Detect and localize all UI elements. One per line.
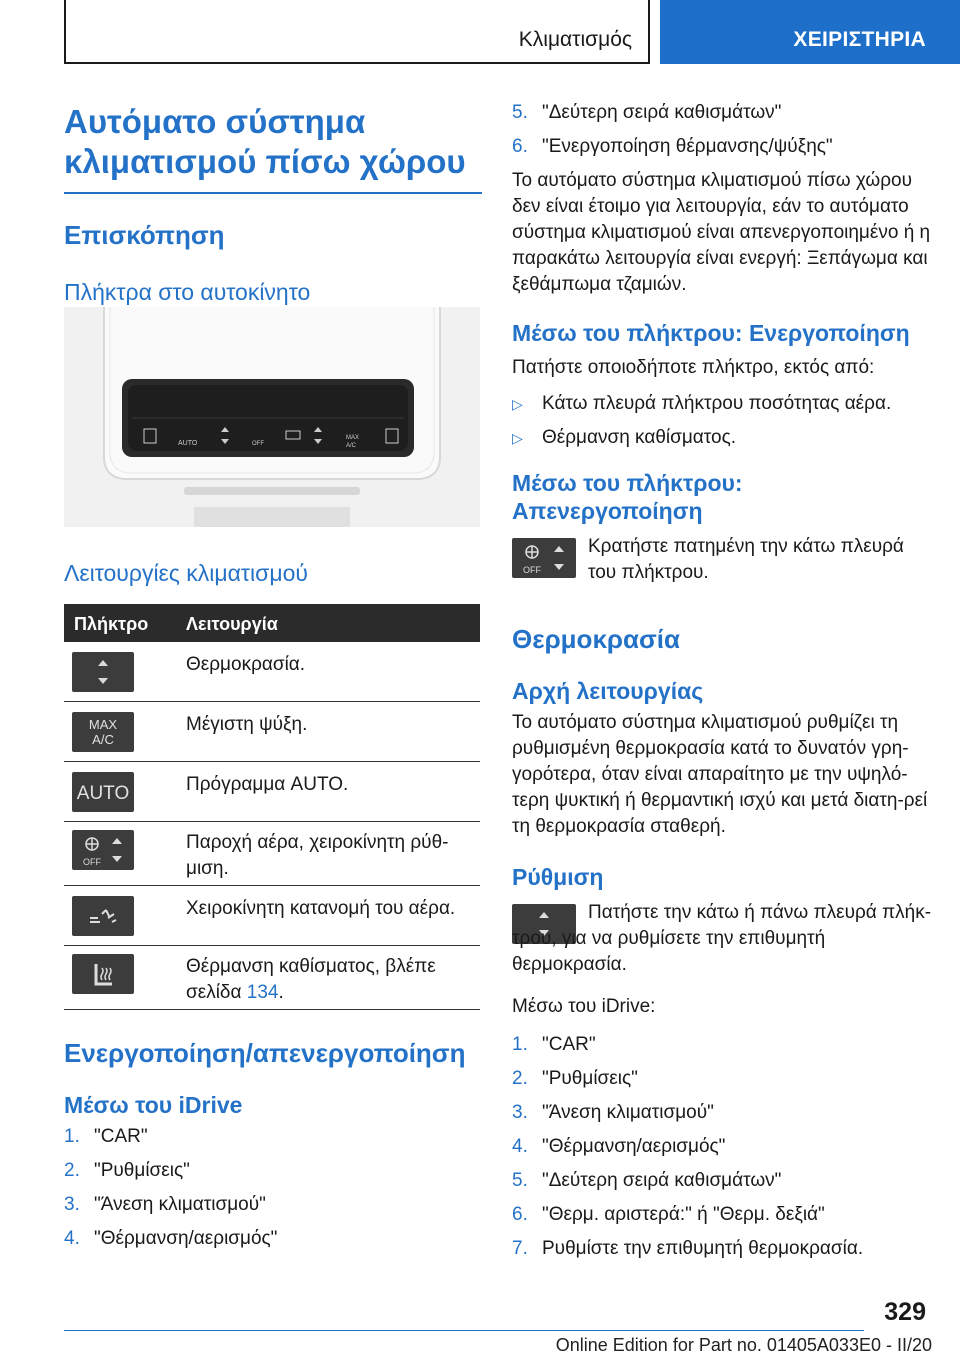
photo-auto-label: AUTO: [178, 440, 198, 447]
via-key-off-line2: Απενεργοποίηση: [512, 498, 703, 524]
step-number: 6.: [512, 136, 528, 157]
step-number: 4.: [64, 1228, 80, 1249]
via-key-off-heading: [512, 469, 932, 525]
bullet-text: Θέρμανση καθίσματος.: [542, 427, 736, 448]
svg-text:OFF: OFF: [83, 857, 101, 867]
principle-heading: Αρχή λειτουργίας: [512, 678, 704, 704]
step-text: "Άνεση κλιματισμού": [94, 1194, 266, 1215]
step-number: 6.: [512, 1204, 528, 1225]
list-item: [512, 1168, 932, 1194]
page-title-line1: Αυτόματο σύστημα: [64, 103, 366, 140]
hold-text: Κρατήστε πατημένη την κάτω πλευρά του πλήκτρου.: [588, 536, 904, 583]
list-item: [64, 1158, 482, 1184]
list-item: [512, 1236, 932, 1262]
auto-icon: [72, 772, 134, 812]
page-title-line2: κλιματισμού πίσω χώρου: [64, 143, 466, 180]
left-column: [64, 102, 482, 306]
air-distribution-icon: [72, 896, 134, 936]
list-item: [512, 425, 932, 451]
step-text: "CAR": [94, 1126, 148, 1147]
row-text: Μέγιστη ψύξη.: [186, 714, 308, 735]
step-text: "Ρυθμίσεις": [542, 1068, 638, 1089]
max-ac-icon: [72, 712, 134, 752]
bullet-icon: ▷: [512, 430, 523, 446]
step-text: "Θέρμανση/αερισμός": [542, 1136, 726, 1157]
paragraph: Το αυτόματο σύστημα κλιματισμού ρυθμίζει τη ρυθμισμένη θερμοκρασία κατά το δυνατόν γρη‐γορότερα, όταν είναι απαραίτητο με την υψηλό‐τερη ψυκτική ή θερμαντική ισχύ και μετά διατη‐ρεί τη θερμοκρασία σταθερή.: [512, 712, 928, 837]
step-text: "Άνεση κλιματισμού": [542, 1102, 714, 1123]
page-title: [64, 102, 482, 182]
page-link[interactable]: 134: [246, 982, 279, 1003]
step-number: 5.: [512, 1170, 528, 1191]
step-number: 1.: [512, 1034, 528, 1055]
control-panel-photo: [64, 307, 480, 527]
list-item: [512, 1066, 932, 1092]
functions-heading: Λειτουργίες κλιματισμού: [64, 560, 308, 586]
svg-text:AUTO: AUTO: [76, 783, 130, 804]
step-number: 3.: [64, 1194, 80, 1215]
step-number: 3.: [512, 1102, 528, 1123]
step-number: 4.: [512, 1136, 528, 1157]
list-item: [512, 1134, 932, 1160]
svg-text:OFF: OFF: [523, 565, 541, 575]
list-item: [64, 1124, 482, 1150]
table-row: [64, 762, 480, 822]
step-number: 2.: [64, 1160, 80, 1181]
control-panel-illustration: [64, 307, 480, 527]
onoff-heading: Ενεργοποίηση/απενεργοποίηση: [64, 1038, 466, 1068]
footer-edition: Online Edition for Part no. 01405A033E0 - II/20: [555, 1335, 932, 1355]
right-steps-list: [512, 1032, 932, 1270]
table-row: [64, 886, 480, 946]
bullet-icon: ▷: [512, 396, 523, 412]
via-key-off-line1: Μέσω του πλήκτρου:: [512, 470, 743, 496]
left-steps-list: [64, 1124, 482, 1260]
footer-rule: [64, 1330, 864, 1331]
table-header-function: Λειτουργία: [186, 614, 278, 634]
via-key-on-heading: Μέσω του πλήκτρου: Ενεργοποίηση: [512, 320, 910, 346]
list-item: [64, 1192, 482, 1218]
setting-text: Πατήστε την κάτω ή πάνω πλευρά πλήκ‐τρου, για να ρυθμίσετε την επιθυμητή θερμοκρασία.: [512, 902, 932, 975]
table-row: [64, 702, 480, 762]
bullet-text: Κάτω πλευρά πλήκτρου ποσότητας αέρα.: [542, 393, 892, 414]
table-row: [64, 946, 480, 1010]
page-number: 329: [884, 1298, 926, 1326]
table-row: [64, 642, 480, 702]
header-manual-tab: [660, 0, 960, 64]
via-idrive-label: Μέσω του iDrive:: [512, 996, 656, 1017]
photo-ac-label: A/C: [346, 443, 357, 449]
step-text: "Θέρμανση/αερισμός": [94, 1228, 278, 1249]
row-text-a: Θέρμανση καθίσματος, βλέπε σελίδα: [186, 956, 436, 1003]
step-text: "Δεύτερη σειρά καθισμάτων": [542, 1170, 782, 1191]
step-text: "Ρυθμίσεις": [94, 1160, 190, 1181]
photo-max-label: MAX: [346, 435, 360, 441]
temperature-arrows-icon: [72, 652, 134, 692]
step-number: 1.: [64, 1126, 80, 1147]
row-text: Θερμοκρασία.: [186, 654, 306, 675]
row-text-b: .: [278, 982, 284, 1003]
list-item: [512, 391, 932, 417]
step-text: "CAR": [542, 1034, 596, 1055]
table-row: [64, 822, 480, 886]
step-text: "Θερμ. αριστερά:" ή "Θερμ. δεξιά": [542, 1204, 825, 1225]
seat-heating-icon: [72, 954, 134, 994]
list-item: [512, 1032, 932, 1058]
step-text: Ρυθμίστε την επιθυμητή θερμοκρασία.: [542, 1238, 864, 1259]
svg-text:MAX: MAX: [88, 717, 118, 732]
step-number: 7.: [512, 1238, 528, 1259]
title-rule: [64, 192, 482, 194]
paragraph: Πατήστε οποιοδήποτε πλήκτρο, εκτός από:: [512, 357, 875, 378]
table-header-key: Πλήκτρο: [74, 614, 149, 634]
right-column: [512, 100, 932, 525]
fan-off-icon: [512, 538, 576, 578]
setting-heading: Ρύθμιση: [512, 864, 604, 890]
row-text: [186, 954, 480, 1006]
list-item: [512, 1202, 932, 1228]
fan-off-icon: [72, 830, 134, 870]
overview-heading: Επισκόπηση: [64, 220, 225, 250]
step-text: "Ενεργοποίηση θέρμανσης/ψύξης": [542, 136, 833, 157]
via-idrive-heading: Μέσω του iDrive: [64, 1092, 243, 1118]
header-manual-title: ΧΕΙΡΙΣΤΗΡΙΑ: [793, 28, 926, 51]
keys-in-car-heading: Πλήκτρα στο αυτοκίνητο: [64, 279, 311, 305]
list-item: [512, 1100, 932, 1126]
photo-off-label: OFF: [252, 441, 264, 447]
row-text: Χειροκίνητη κατανομή του αέρα.: [186, 898, 456, 919]
table-header: [64, 604, 480, 642]
temperature-heading: Θερμοκρασία: [512, 624, 680, 654]
header-section-box: [64, 0, 650, 64]
header-section-title: Κλιματισμός: [518, 28, 632, 51]
list-item: [512, 134, 932, 160]
paragraph: Το αυτόματο σύστημα κλιματισμού πίσω χώρου δεν είναι έτοιμο για λειτουργία, εάν το αυτόματο σύστημα κλιματισμού είναι απενεργοποιημένο ή η παρακάτω λειτουργία είναι ενεργή: Ξεπάγωμα και ξεθάμπωμα τζαμιών.: [512, 170, 931, 295]
step-number: 5.: [512, 102, 528, 123]
step-text: "Δεύτερη σειρά καθισμάτων": [542, 102, 782, 123]
row-text: Πρόγραμμα AUTO.: [186, 774, 349, 795]
svg-text:A/C: A/C: [92, 732, 114, 747]
step-number: 2.: [512, 1068, 528, 1089]
list-item: [512, 100, 932, 126]
list-item: [64, 1226, 482, 1252]
row-text: Παροχή αέρα, χειροκίνητη ρύθ‐μιση.: [186, 832, 449, 879]
